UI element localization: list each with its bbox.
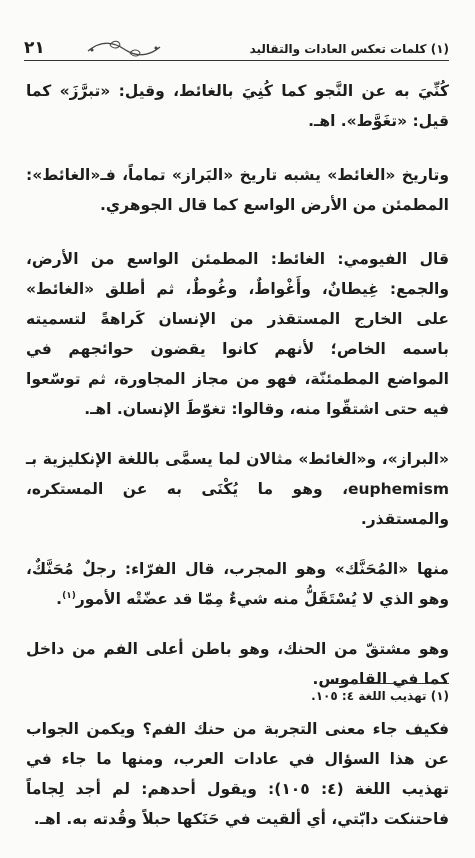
paragraph-with-footnote [26, 554, 449, 614]
paragraph-text: منها «المُحَنَّك» وهو المجرب، قال الفرّاء: رجلٌ مُحَنَّكٌ، وهو الذي لا يُسْتَقَلُّ منه شيءٌ مِمّا قد عضّتْه الأمور [26, 560, 449, 608]
running-title: (١) كلمات تعكس العادات والتقاليد [249, 42, 449, 56]
paragraph: كُنِّيَ به عن النَّجو كما كُنِيَ بالغائط، وقيل: «تبرَّزَ» كما قيل: «تغَوَّط». اهـ. [26, 82, 449, 130]
footnote: (١) تهذيب اللغة ٤: ١٠٥. [311, 689, 449, 703]
paragraph: قال الفيومي: الغائط: المطمئن الواسع من الأرض، والجمع: غِيطانٌ، وأَغْواطٌ، وغُوطٌ، ثم أطلق «الغائط» على الخارج المستقذر من الإنسان كَراهةً لتسميته باسمه الخاص؛ لأنهم كانوا يقضون حوائجهم في المواضع المطمئنّة، فهو من مجاز المجاورة، ثم توسّعوا فيه حتى اشتقّوا منه، وقالوا: تغوّطَ الإنسان. اهـ. [26, 250, 449, 418]
header-divider [24, 60, 449, 61]
paragraph: وتاريخ «الغائط» يشبه تاريخ «البَراز» تماماً، فـ«الغائط»: المطمئن من الأرض الواسع كما قال الجوهري. [26, 166, 449, 214]
paragraph: «البراز»، و«الغائط» مثالان لما يسمَّى باللغة الإنكليزية بـ euphemism، وهو ما يُكْنَى به عن المستكره، والمستقذر. [26, 450, 449, 528]
page-body [26, 76, 449, 858]
ornament-icon [84, 37, 164, 59]
footnote-divider [329, 683, 449, 684]
paragraph: فكيف جاء معنى التجربة من حنك الفم؟ ويكمن الجواب عن هذا السؤال في عادات العرب، ومنها ما جاء في تهذيب اللغة (٤: ١٠٥): ويقول أحدهم: لم أجد لِجاماً فاحتنكت دابّتي، أي ألقيت في حَنَكها حبلاً وقُدته به. اهـ. [26, 720, 449, 828]
paragraph: وهو مشتقّ من الحنك، وهو باطن أعلى الفم من داخل كما في القاموس. [26, 640, 449, 688]
page-header [24, 36, 449, 60]
footnote-marker: (١) [62, 590, 76, 601]
paragraph-end: . [56, 590, 63, 608]
page-number: ٢١ [24, 38, 45, 58]
